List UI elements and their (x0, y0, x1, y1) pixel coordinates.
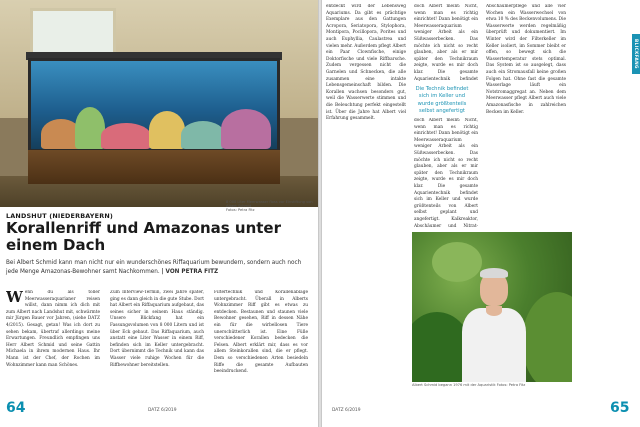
photo-caption-text: 8 000 Liter Meerwasser floss vor Einstiftung von Albert Schmid (226, 200, 313, 209)
column-text: doch Albert meint: Nicht, wenn man es richtig einrichtet! Dann benötigt ein Meerwasseraquarium weniger Arbeit als ein Süßwasserbecken. Das möchte ich nicht so recht glauben, aber als er mir später den Technikraum zeigte, wurde es mir doch klar. Die gesamte Aquarientechnik befindet (414, 4, 478, 82)
article-headline: Korallenriff und Amazonas unter einem Dach (6, 219, 281, 254)
portrait-caption (412, 383, 572, 387)
column-text: Zum Interview-Termin, zwei Jahre später, ging es dann gleich in die gute Stube. Dort hat Albert ein Riffaquarium aufgebaut, das seines sicher in seinem Haus ständig. Unsere Blickfang hat ein Fassungsvolumen von 8 000 Litern und ist über Eck gebaut. Das Riffaquarium, auch anstatt eine Liter Wasser in einem Riff, befinden sich im Keller untergebracht. Dort übernimmt die Technik und kann das Wasser viele ruhige Wochen für die Riffbewohner bereitstellen. (110, 290, 204, 368)
photo-caption (226, 200, 316, 213)
portrait-hair (480, 268, 508, 278)
photo-cabinet (28, 150, 280, 184)
column-text: doch Albert meint: Nicht, wenn man es richtig einrichtet! Dann benötigt ein Meerwasseraquarium weniger Arbeit als ein Süßwasserbecken. Das möchte ich nicht so recht glauben, aber als er mir später den Technikraum zeigte, wurde es mir doch klar. Die gesamte Aquarientechnik befindet sich im Keller und wurde größtenteils von Albert selbst geplant und angefertigt. Kalkreaktor, Abschäumer und Nitrat- (414, 118, 478, 228)
right-page (322, 0, 640, 427)
body-column-2 (110, 290, 204, 398)
photo-tank (28, 58, 280, 152)
region-label: LANDSHUT (NIEDERBAYERN) (6, 212, 113, 220)
body-column-4 (326, 4, 406, 400)
journal-footer-right: DATZ 6/2019 (332, 408, 361, 413)
column-text: enn du als toller Meerwasseraquarianer reisen willst, dann nimm ich dich mit zum Albert nach Landshut mit, schwärmte mir Jürgen Bauer vor Jahren, (siehe DATZ 4/2015). Gesagt, getan! Was ich dort zu sehen bekam, übertraf allerdings meine Erwartungen. Freundlich empfingen uns Herr Albert Schmid und seine Gattin Michaela in ihrem modernen Haus. Ihr Mann ist der Chef, der Rochen im Wohnzimmer kann man Schönes. (6, 290, 100, 368)
page-number-left: 64 (6, 400, 26, 416)
portrait-photo (412, 232, 572, 382)
column-text: Filtertechnik und Korallenablage untergebracht. Überall in Alberts Wohnzimmer Riff gibt es etwas zu entdecken. Bestaunen und staunen viele Bewohner gesehen, Riff in dessen Nähe ein für die wirbellosen Tiere unerschütterlich ist. Eine Fülle verschiedener Korallen bedecken die Felsen. Albert erklärt mir, dass es vor allem Steinkorallen sind, die er pflegt. Dem so verschiedenen Arten besiedeln Riffe die gesamte Aufbauten beeindruckend. (214, 290, 308, 375)
lead-text: Bei Albert Schmid kann man nicht nur ein wunderschönes Riffaquarium bewundern, sondern auch noch jede Menge Amazonas-Bewohner samt Nachkommen. (6, 260, 302, 275)
portrait-neck (486, 306, 502, 316)
column-text: entdeckt wird der Lebensweg Aquariums. Da gibt es prächtige Exemplare aus den Gattungen Acropora, Seriatopora, Stylophora, Montipora, Pocillopora, Porites und auch Euphyllia, Caulastrea und vielen mehr. Außerdem pflegt Albert ein Paar Clownfische, einige Doktorfische und viele Riffbarsche. Zudem vergessen nicht die Garnelen und Schnecken, die alle zusammen eine intakte Lebensgemeinschaft bilden. Die Korallen wachsen besonders gut, weil die Wasserwerte stimmen und die Beleuchtung perfekt eingestellt ist. Über die Jahre hat Albert viel Erfahrung gesammelt. (326, 4, 406, 122)
portrait-shirt (462, 308, 526, 382)
photo-credit: Fotos: Petra Fitz (226, 208, 255, 213)
dropcap: W (6, 290, 23, 306)
byline: | VON PETRA FITZ (161, 269, 219, 275)
portrait-credit: Fotos: Petra Fitz (496, 383, 526, 387)
column-text: Abschäumerpflege und alle vier Wochen ein Wasserwechsel von etwa 10 % des Beckenvolumens. Die Wasserwerte werden regelmäßig überprüft und dokumentiert. Im Winter wird der Filterkeller im Keller isoliert, im Sommer bleibt er offen, so bewegt sich die Wassertemperatur stets optimal. Das System ist so ausgelegt, dass auch ein Stromausfall keine großen Folgen hat. Ohne fast die gesamte Wasserlage läuft ein Notstromaggregat an. Neben dem Meerwasser pflegt Albert auch viele Amazonasfische in zahlreichen Becken im Keller. (486, 4, 566, 115)
coral-shape (181, 121, 225, 149)
body-column-5 (414, 118, 478, 228)
coral-shape (101, 123, 151, 149)
left-page (0, 0, 318, 427)
pull-quote: Die Technik befindet sich im Keller und wurde größtenteils selbst angefertigt (415, 86, 469, 115)
portrait-caption-text: Albert Schmid begann 1976 mit der Aquaristik (412, 383, 496, 387)
portrait-foliage (432, 242, 482, 282)
aquarium-photo (0, 0, 318, 207)
section-tab: BLICKFANG (632, 34, 640, 74)
journal-footer-left: DATZ 6/2019 (148, 408, 177, 413)
body-column-6 (486, 4, 566, 230)
body-column-3 (214, 290, 308, 398)
coral-shape (221, 109, 271, 149)
page-number-right: 65 (610, 400, 630, 416)
article-lead (6, 259, 312, 277)
coral-shape (149, 111, 185, 149)
body-column-1 (6, 290, 100, 398)
body-column-5-top (414, 4, 478, 82)
